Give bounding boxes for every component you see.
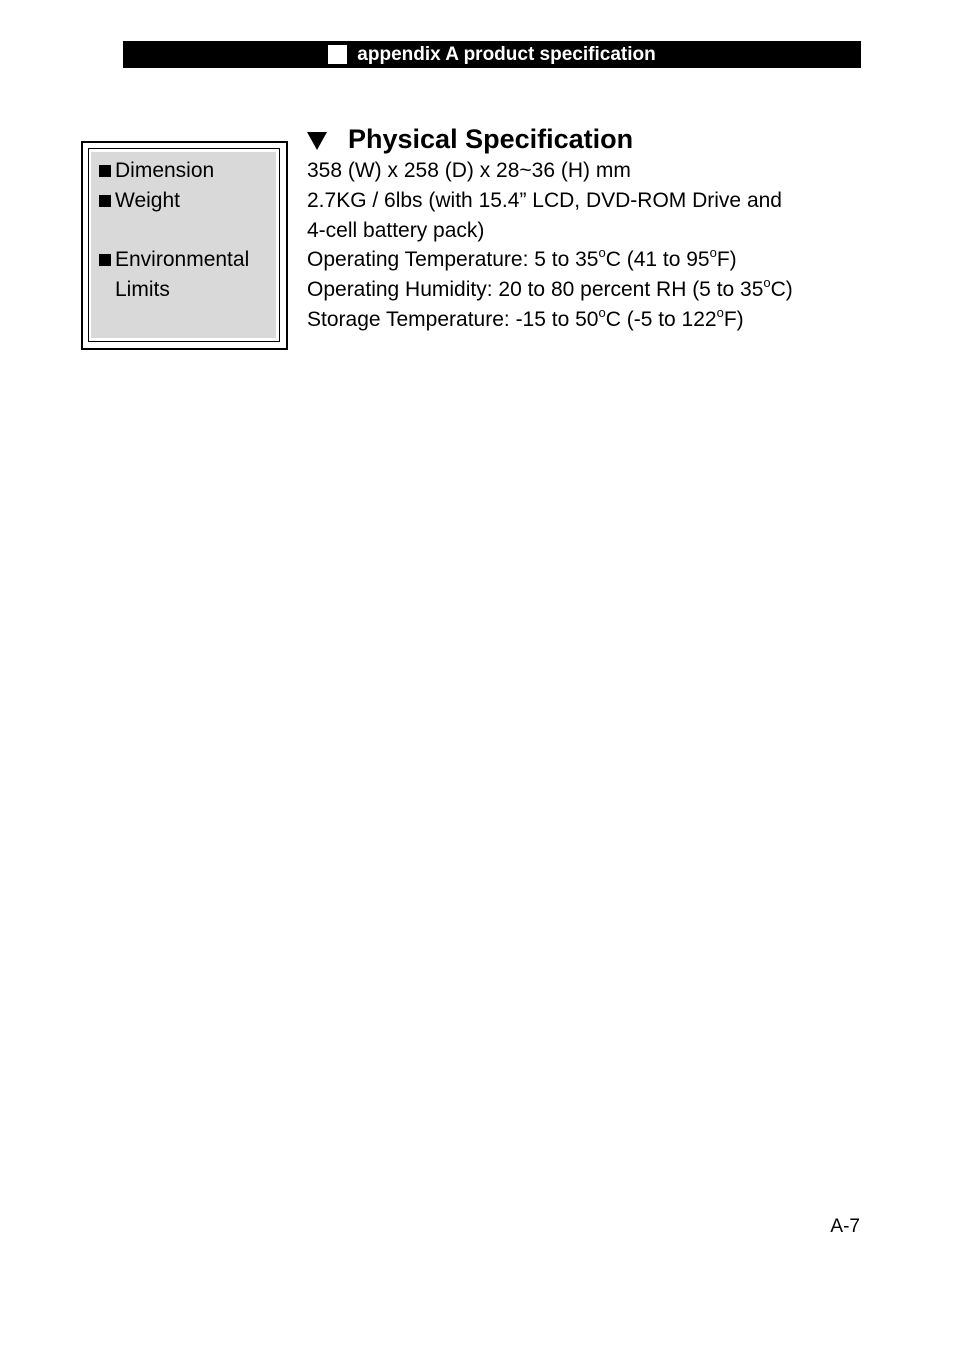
degree-mark: o bbox=[763, 275, 771, 291]
square-bullet-icon bbox=[99, 165, 111, 177]
page-number: A-7 bbox=[830, 1216, 860, 1237]
sidebar-box bbox=[81, 141, 288, 350]
spec-text: Operating Temperature: 5 to 35 bbox=[307, 248, 599, 272]
spec-text: C (41 to 95 bbox=[605, 248, 710, 272]
degree-mark: o bbox=[598, 304, 606, 320]
spec-text: C (-5 to 122 bbox=[605, 307, 717, 331]
spec-line bbox=[307, 305, 793, 335]
sidebar-item-environmental-limits bbox=[99, 245, 249, 305]
spec-line bbox=[307, 186, 793, 216]
spec-text: Storage Temperature: -15 to 50 bbox=[307, 307, 599, 331]
spec-text: C) bbox=[770, 278, 793, 302]
spec-text: 358 (W) x 258 (D) x 28~36 (H) mm bbox=[307, 159, 631, 182]
spec-line bbox=[307, 216, 793, 246]
spec-lines bbox=[307, 156, 793, 335]
header-bar bbox=[123, 41, 861, 68]
spec-text: 4-cell battery pack) bbox=[307, 218, 485, 242]
square-bullet-icon bbox=[328, 45, 347, 64]
square-bullet-icon bbox=[99, 195, 111, 207]
section-title: Physical Specification bbox=[348, 124, 634, 154]
sidebar-item-label: Dimension bbox=[115, 159, 215, 182]
sidebar-item-label: Weight bbox=[115, 189, 180, 212]
square-bullet-icon bbox=[99, 254, 111, 266]
sidebar-item-weight bbox=[99, 186, 180, 216]
triangle-down-icon bbox=[307, 132, 327, 150]
section-heading bbox=[307, 121, 633, 157]
sidebar-item-label: Environmental Limits bbox=[115, 248, 250, 301]
spec-text: Operating Humidity: 20 to 80 percent RH (5 to 35 bbox=[307, 278, 764, 302]
sidebar-item-dimension bbox=[99, 156, 214, 186]
degree-mark: o bbox=[716, 304, 724, 320]
spec-line bbox=[307, 275, 793, 305]
spec-text: F) bbox=[723, 307, 744, 331]
degree-mark: o bbox=[709, 245, 717, 261]
spec-text: 2.7KG / 6lbs (with 15.4” LCD, DVD-ROM Drive and bbox=[307, 188, 782, 212]
header-title: appendix A product specification bbox=[357, 43, 656, 65]
spec-line bbox=[307, 245, 793, 275]
spec-line bbox=[307, 156, 793, 186]
degree-mark: o bbox=[598, 245, 606, 261]
spec-text: F) bbox=[716, 248, 737, 272]
